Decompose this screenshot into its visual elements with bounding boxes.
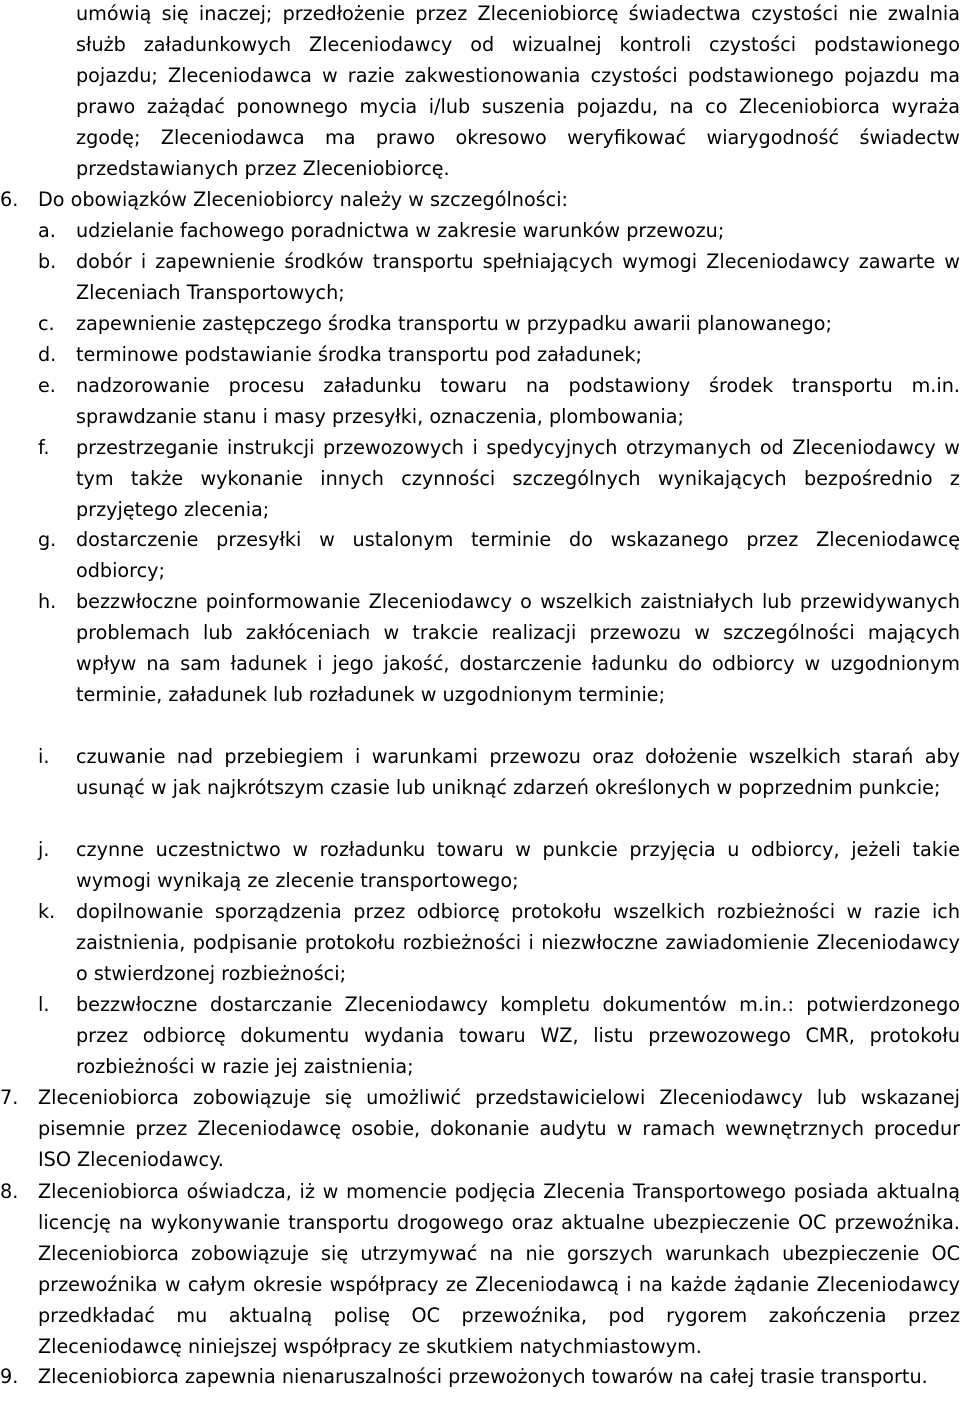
section-number: 8.: [0, 1180, 19, 1203]
list-letter: i.: [38, 745, 50, 768]
list-text: bezzwłoczne poinformowanie Zleceniodawcy o wszelkich zaistniałych lub przewidywanych problemach lub zakłóceniach w trakcie realizacji przewozu w szczególności mających wpływ na sam ładunek i jego jakość, dostarczenie ładunku do odbiorcy w uzgodnionym terminie, załadunek lub rozładunek w uzgodnionym terminie;: [76, 590, 960, 706]
list-letter: c.: [38, 312, 55, 335]
list-letter: l.: [38, 993, 50, 1016]
intro-paragraph: umówią się inaczej; przedłożenie przez Zleceniobiorcę świadectwa czystości nie zwalnia służb załadunkowych Zleceniodawcy od wizualnej kontroli czystości podstawionego pojazdu; Zleceniodawca w razie zakwestionowania czystości podstawionego pojazdu ma prawo zażądać ponownego mycia i/lub suszenia pojazdu, na co Zleceniobiorca wyraża zgodę; Zleceniodawca ma prawo okresowo weryfikować wiarygodność świadectw przedstawianych przez Zleceniobiorcę.: [76, 2, 960, 180]
list-text: terminowe podstawianie środka transportu pod załadunek;: [76, 343, 643, 366]
section-text: Zleceniobiorca zapewnia nienaruszalności przewożonych towarów na całej trasie transportu.: [38, 1365, 928, 1388]
list-text: przestrzeganie instrukcji przewozowych i spedycyjnych otrzymanych od Zleceniodawcy w tym także wykonanie innych czynności szczególnych wynikających bezpośrednio z przyjętego zlecenia;: [76, 436, 960, 521]
list-text: udzielanie fachowego poradnictwa w zakresie warunków przewozu;: [76, 219, 725, 242]
list-text: nadzorowanie procesu załadunku towaru na podstawiony środek transportu m.in. sprawdzanie stanu i masy przesyłki, oznaczenia, plombowania;: [76, 374, 960, 428]
section-text: Do obowiązków Zleceniobiorcy należy w szczególności:: [38, 188, 569, 211]
list-letter: g.: [38, 528, 57, 551]
list-text: dobór i zapewnienie środków transportu spełniających wymogi Zleceniodawcy zawarte w Zleceniach Transportowych;: [76, 250, 960, 304]
list-text: czuwanie nad przebiegiem i warunkami przewozu oraz dołożenie wszelkich starań aby usunąć w jak najkrótszym czasie lub uniknąć zdarzeń określonych w poprzednim punkcie;: [76, 745, 960, 799]
section-number: 9.: [0, 1365, 19, 1388]
list-text: dopilnowanie sporządzenia przez odbiorcę protokołu wszelkich rozbieżności w razie ich zaistnienia, podpisanie protokołu rozbieżności i niezwłoczne zawiadomienie Zleceniodawcy o stwierdzonej rozbieżności;: [76, 900, 960, 985]
section-text: Zleceniobiorca oświadcza, iż w momencie podjęcia Zlecenia Transportowego posiada aktualną licencję na wykonywanie transportu drogowego oraz aktualne ubezpieczenie OC przewoźnika. Zleceniobiorca zobowiązuje się utrzymywać na nie gorszych warunkach ubezpieczenie OC przewoźnika w całym okresie współpracy ze Zleceniodawcą i na każde żądanie Zleceniodawcy przedkładać mu aktualną polisę OC przewoźnika, pod rygorem zakończenia przez Zleceniodawcę niniejszej współpracy ze skutkiem natychmiastowym.: [38, 1180, 960, 1358]
list-text: zapewnienie zastępczego środka transportu w przypadku awarii planowanego;: [76, 312, 832, 335]
section-number: 7.: [0, 1086, 19, 1109]
list-letter: d.: [38, 343, 57, 366]
list-letter: b.: [38, 250, 57, 273]
list-letter: e.: [38, 374, 56, 397]
list-text: dostarczenie przesyłki w ustalonym terminie do wskazanego przez Zleceniodawcę odbiorcy;: [76, 528, 960, 582]
list-text: czynne uczestnictwo w rozładunku towaru w punkcie przyjęcia u odbiorcy, jeżeli takie wymogi wynikają ze zlecenie transportowego;: [76, 838, 960, 892]
list-letter: f.: [38, 436, 50, 459]
list-letter: a.: [38, 219, 56, 242]
list-text: bezzwłoczne dostarczanie Zleceniodawcy kompletu dokumentów m.in.: potwierdzonego przez odbiorcę dokumentu wydania towaru WZ, listu przewozowego CMR, protokołu rozbieżności w razie jej zaistnienia;: [76, 993, 960, 1078]
list-letter: h.: [38, 590, 57, 613]
list-letter: k.: [38, 900, 56, 923]
section-number: 6.: [0, 188, 19, 211]
section-text: Zleceniobiorca zobowiązuje się umożliwić przedstawicielowi Zleceniodawcy lub wskazanej pisemnie przez Zleceniodawcę osobie, dokonanie audytu w ramach wewnętrznych procedur ISO Zleceniodawcy.: [38, 1086, 960, 1171]
list-letter: j.: [38, 838, 50, 861]
